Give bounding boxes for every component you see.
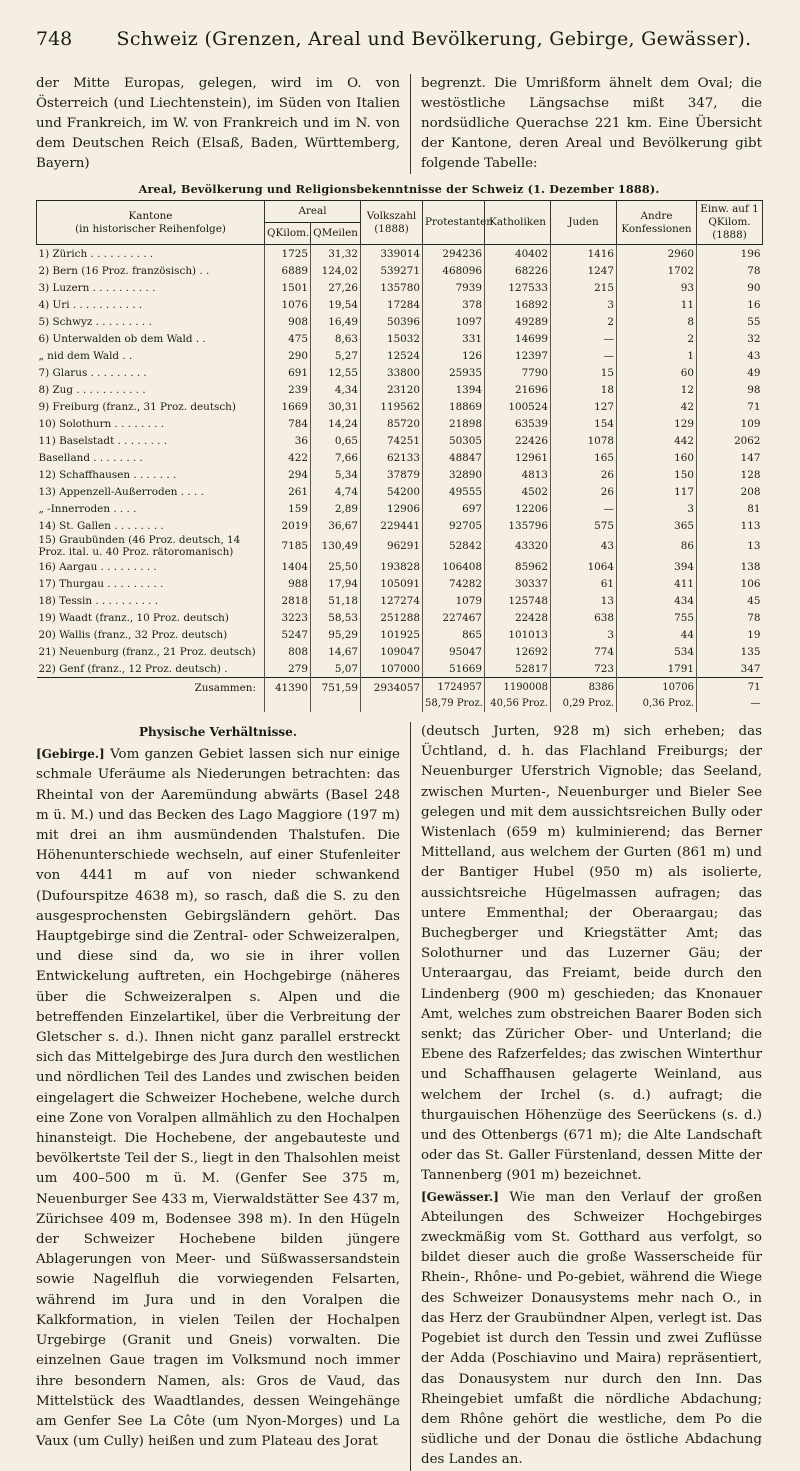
total-qkm: 41390 <box>265 678 311 713</box>
canton-name: 4) Uri . . . . . . . . . . . <box>38 298 143 311</box>
canton-name: „ -Innerroden . . . . <box>38 502 137 515</box>
areal-qkm: 1725 <box>265 245 311 263</box>
canton-name: 9) Freiburg (franz., 31 Proz. deutsch) <box>38 400 236 413</box>
canton-name: 19) Waadt (franz., 10 Proz. deutsch) <box>38 611 229 624</box>
areal-qkm: 1669 <box>265 398 311 415</box>
table-row <box>37 609 763 626</box>
gewaesser-lead: [Gewässer.] <box>421 1189 499 1204</box>
andere: 2 <box>617 330 697 347</box>
einwohner-dichte: 128 <box>697 466 763 483</box>
juden: — <box>551 500 617 517</box>
areal-qkm: 475 <box>265 330 311 347</box>
einwohner-dichte: 135 <box>697 643 763 660</box>
areal-qkm: 1501 <box>265 279 311 296</box>
table-row <box>37 534 763 558</box>
andere: 11 <box>617 296 697 313</box>
juden: 638 <box>551 609 617 626</box>
canton-name: 8) Zug . . . . . . . . . . . <box>38 383 146 396</box>
andere: 60 <box>617 364 697 381</box>
table-row <box>37 381 763 398</box>
katholiken: 7790 <box>485 364 551 381</box>
body-right-column <box>411 722 762 1471</box>
canton-name: „ nid dem Wald . . <box>38 349 133 362</box>
table-row <box>37 626 763 643</box>
table-body <box>37 245 763 678</box>
andere: 117 <box>617 483 697 500</box>
canton-name: 22) Genf (franz., 12 Proz. deutsch) . <box>38 662 228 675</box>
andere: 534 <box>617 643 697 660</box>
running-title: Schweiz (Grenzen, Areal und Bevölkerung, Gebirge, Gewässer). <box>116 28 752 50</box>
table-row <box>37 466 763 483</box>
gebirge-lead: [Gebirge.] <box>36 747 105 762</box>
volkszahl: 54200 <box>361 483 423 500</box>
areal-qkm: 5247 <box>265 626 311 643</box>
page-header <box>36 28 762 58</box>
canton-name: 12) Schaffhausen . . . . . . . <box>38 468 177 481</box>
protestanten: 1079 <box>423 592 485 609</box>
einwohner-dichte: 43 <box>697 347 763 364</box>
header-protestanten: Protestanten <box>423 201 485 245</box>
volkszahl: 96291 <box>361 534 423 558</box>
andere: 44 <box>617 626 697 643</box>
protestanten: 21898 <box>423 415 485 432</box>
areal-qkm: 159 <box>265 500 311 517</box>
table-row <box>37 279 763 296</box>
table-row <box>37 449 763 466</box>
areal-qmeilen: 51,18 <box>311 592 361 609</box>
volkszahl: 33800 <box>361 364 423 381</box>
table-row <box>37 296 763 313</box>
table-row <box>37 262 763 279</box>
areal-qmeilen: 124,02 <box>311 262 361 279</box>
areal-qmeilen: 5,27 <box>311 347 361 364</box>
andere: 434 <box>617 592 697 609</box>
areal-qkm: 988 <box>265 575 311 592</box>
canton-name: 15) Graubünden (46 Proz. deutsch, 14 Proz. ital. u. 40 Proz. rätoromanisch) <box>38 534 241 558</box>
volkszahl: 107000 <box>361 660 423 678</box>
protestanten: 1394 <box>423 381 485 398</box>
areal-qmeilen: 130,49 <box>311 534 361 558</box>
katholiken: 16892 <box>485 296 551 313</box>
areal-qmeilen: 4,74 <box>311 483 361 500</box>
canton-name: 1) Zürich . . . . . . . . . . <box>38 247 154 260</box>
katholiken: 125748 <box>485 592 551 609</box>
volkszahl: 12906 <box>361 500 423 517</box>
einwohner-dichte: 98 <box>697 381 763 398</box>
einwohner-dichte: 81 <box>697 500 763 517</box>
einwohner-dichte: 78 <box>697 262 763 279</box>
areal-qmeilen: 16,49 <box>311 313 361 330</box>
canton-name: 21) Neuenburg (franz., 21 Proz. deutsch) <box>38 645 256 658</box>
table-row <box>37 364 763 381</box>
volkszahl: 23120 <box>361 381 423 398</box>
canton-name: 13) Appenzell-Außerroden . . . . <box>38 485 204 498</box>
andere: 1791 <box>617 660 697 678</box>
juden: 26 <box>551 483 617 500</box>
total-qmeilen: 751,59 <box>311 678 361 713</box>
juden: 774 <box>551 643 617 660</box>
table-row <box>37 347 763 364</box>
landscapes-paragraph: (deutsch Jurten, 928 m) sich erheben; das Üchtland, d. h. das Flachland Freiburgs; der Neuenburger Uferstrich Vignoble; das Seeland, zwischen Murten-, Neuenburger und Bieler See gelegen und mit dem aussichtsreichen Bully oder Wistenlach (659 m) kulminierend; das Berner Mittelland, aus welchem der Gurten (861 m) und der Bantiger Hubel (950 m) als isolierte, aussichtsreiche Hügelmassen aufragen; das untere Emmenthal; der Oberaargau; das Buchegberger und Kriegstätter Amt; das Solothurner und das Luzerner Gäu; der Unteraargau, das Freiamt, beide durch den Lindenberg (900 m) geschieden; das Knonauer Amt, welches zum obstreichen Baarer Boden sich senkt; das Züricher Ober- und Unterland; die Ebene des Rafzerfeldes; das zwischen Winterthur und Schaffhausen gelagerte Weinland, aus welchem der Irchel (s. d.) aufragt; die thurgauischen Höhenzüge des Seerückens (s. d.) und des Ottenbergs (671 m); die Alte Landschaft oder das St. Galler Fürstenland, dessen Mitte der Tannenberg (901 m) bezeichnet. <box>421 724 762 1184</box>
volkszahl: 229441 <box>361 517 423 534</box>
areal-qkm: 1076 <box>265 296 311 313</box>
katholiken: 135796 <box>485 517 551 534</box>
volkszahl: 74251 <box>361 432 423 449</box>
gebirge-paragraph <box>36 744 400 1452</box>
canton-name: Baselland . . . . . . . . <box>38 451 143 464</box>
areal-qmeilen: 8,63 <box>311 330 361 347</box>
katholiken: 30337 <box>485 575 551 592</box>
volkszahl: 85720 <box>361 415 423 432</box>
intro-text <box>36 74 762 174</box>
volkszahl: 105091 <box>361 575 423 592</box>
andere: 160 <box>617 449 697 466</box>
gewaesser-text: Wie man den Verlauf der großen Abteilungen des Schweizer Hochgebirges zweckmäßig vom St. Gotthard aus verfolgt, so bildet dieser auch die große Wasserscheide für Rhein-, Rhône- und Po-gebiet, während die Wiege des Schweizer Donausystems mehr nach O., in das Herz der Graubündner Alpen, verlegt ist. Das Pogebiet ist durch den Tessin und zwei Zuflüsse der Adda (Poschiavino und Maira) repräsentiert, das Donausystem nur durch den Inn. Das Rheingebiet umfaßt die nördliche Abdachung; dem Rhône gehört die westliche, dem Po die südliche und der Donau die östliche Abdachung des Landes an. <box>421 1189 762 1468</box>
canton-name: 10) Solothurn . . . . . . . . <box>38 417 165 430</box>
katholiken: 21696 <box>485 381 551 398</box>
table-row <box>37 592 763 609</box>
total-katholiken: 1190008 40,56 Proz. <box>485 678 551 713</box>
einwohner-dichte: 347 <box>697 660 763 678</box>
andere: 1 <box>617 347 697 364</box>
katholiken: 4502 <box>485 483 551 500</box>
canton-name: 16) Aargau . . . . . . . . . <box>38 560 157 573</box>
juden: 26 <box>551 466 617 483</box>
katholiken: 22428 <box>485 609 551 626</box>
header-andere: Andre Konfessionen <box>617 201 697 245</box>
canton-name: 5) Schwyz . . . . . . . . . <box>38 315 152 328</box>
einwohner-dichte: 71 <box>697 398 763 415</box>
areal-qmeilen: 25,50 <box>311 558 361 575</box>
andere: 42 <box>617 398 697 415</box>
areal-qkm: 294 <box>265 466 311 483</box>
einwohner-dichte: 113 <box>697 517 763 534</box>
areal-qmeilen: 5,07 <box>311 660 361 678</box>
katholiken: 52817 <box>485 660 551 678</box>
protestanten: 48847 <box>423 449 485 466</box>
andere: 129 <box>617 415 697 432</box>
einwohner-dichte: 45 <box>697 592 763 609</box>
areal-qkm: 239 <box>265 381 311 398</box>
areal-qkm: 784 <box>265 415 311 432</box>
areal-qmeilen: 31,32 <box>311 245 361 263</box>
areal-qmeilen: 7,66 <box>311 449 361 466</box>
table-row <box>37 330 763 347</box>
body-left-column <box>36 722 411 1471</box>
volkszahl: 50396 <box>361 313 423 330</box>
gewaesser-paragraph <box>421 1187 762 1471</box>
table-row <box>37 643 763 660</box>
juden: 1416 <box>551 245 617 263</box>
andere: 411 <box>617 575 697 592</box>
areal-qmeilen: 2,89 <box>311 500 361 517</box>
einwohner-dichte: 55 <box>697 313 763 330</box>
table-row <box>37 500 763 517</box>
canton-name: 17) Thurgau . . . . . . . . . <box>38 577 164 590</box>
juden: — <box>551 330 617 347</box>
canton-name: 3) Luzern . . . . . . . . . . <box>38 281 156 294</box>
header-areal: Areal <box>265 201 361 223</box>
andere: 1702 <box>617 262 697 279</box>
einwohner-dichte: 147 <box>697 449 763 466</box>
table-row <box>37 432 763 449</box>
areal-qkm: 290 <box>265 347 311 364</box>
table-row <box>37 313 763 330</box>
areal-qmeilen: 30,31 <box>311 398 361 415</box>
table-caption: Areal, Bevölkerung und Religionsbekenntnisse der Schweiz (1. Dezember 1888). <box>138 182 660 196</box>
table-row <box>37 558 763 575</box>
juden: 3 <box>551 296 617 313</box>
juden: 61 <box>551 575 617 592</box>
volkszahl: 37879 <box>361 466 423 483</box>
areal-qkm: 36 <box>265 432 311 449</box>
protestanten: 865 <box>423 626 485 643</box>
andere: 150 <box>617 466 697 483</box>
table-row <box>37 415 763 432</box>
katholiken: 68226 <box>485 262 551 279</box>
protestanten: 95047 <box>423 643 485 660</box>
volkszahl: 119562 <box>361 398 423 415</box>
juden: 165 <box>551 449 617 466</box>
katholiken: 43320 <box>485 534 551 558</box>
protestanten: 331 <box>423 330 485 347</box>
einwohner-dichte: 109 <box>697 415 763 432</box>
volkszahl: 12524 <box>361 347 423 364</box>
canton-statistics-table <box>36 200 763 712</box>
protestanten: 51669 <box>423 660 485 678</box>
juden: 18 <box>551 381 617 398</box>
juden: 3 <box>551 626 617 643</box>
areal-qmeilen: 36,67 <box>311 517 361 534</box>
table-total-row <box>37 678 763 713</box>
volkszahl: 539271 <box>361 262 423 279</box>
protestanten: 697 <box>423 500 485 517</box>
header-katholiken: Katholiken <box>485 201 551 245</box>
canton-name: 6) Unterwalden ob dem Wald . . <box>38 332 206 345</box>
areal-qkm: 3223 <box>265 609 311 626</box>
areal-qmeilen: 19,54 <box>311 296 361 313</box>
volkszahl: 17284 <box>361 296 423 313</box>
areal-qmeilen: 14,24 <box>311 415 361 432</box>
header-qmeilen: QMeilen <box>311 223 361 245</box>
protestanten: 49555 <box>423 483 485 500</box>
einwohner-dichte: 2062 <box>697 432 763 449</box>
total-volkszahl: 2934057 <box>361 678 423 713</box>
juden: — <box>551 347 617 364</box>
canton-name: 2) Bern (16 Proz. französisch) . . <box>38 264 210 277</box>
total-juden: 8386 0,29 Proz. <box>551 678 617 713</box>
areal-qkm: 7185 <box>265 534 311 558</box>
katholiken: 12206 <box>485 500 551 517</box>
katholiken: 12961 <box>485 449 551 466</box>
canton-name: 20) Wallis (franz., 32 Proz. deutsch) <box>38 628 228 641</box>
einwohner-dichte: 16 <box>697 296 763 313</box>
areal-qmeilen: 0,65 <box>311 432 361 449</box>
areal-qmeilen: 5,34 <box>311 466 361 483</box>
areal-qkm: 279 <box>265 660 311 678</box>
protestanten: 74282 <box>423 575 485 592</box>
header-einwohner-dichte: Einw. auf 1 QKilom. (1888) <box>697 201 763 245</box>
table-row <box>37 483 763 500</box>
header-qkm: QKilom. <box>265 223 311 245</box>
canton-name: 18) Tessin . . . . . . . . . . <box>38 594 159 607</box>
total-label: Zusammen: <box>37 678 265 713</box>
volkszahl: 109047 <box>361 643 423 660</box>
table-row <box>37 660 763 678</box>
areal-qkm: 2019 <box>265 517 311 534</box>
andere: 12 <box>617 381 697 398</box>
total-protestanten: 1724957 58,79 Proz. <box>423 678 485 713</box>
volkszahl: 193828 <box>361 558 423 575</box>
andere: 755 <box>617 609 697 626</box>
areal-qkm: 2818 <box>265 592 311 609</box>
protestanten: 52842 <box>423 534 485 558</box>
intro-left-column: der Mitte Europas, gelegen, wird im O. von Österreich (und Liechtenstein), im Süden von Italien und Frankreich, im W. von Frankreich und im N. von dem Deutschen Reich (Elsaß, Baden, Württemberg, Bayern) <box>36 74 411 174</box>
einwohner-dichte: 13 <box>697 534 763 558</box>
andere: 93 <box>617 279 697 296</box>
table-row <box>37 398 763 415</box>
areal-qmeilen: 12,55 <box>311 364 361 381</box>
article-body <box>36 722 762 1471</box>
katholiken: 49289 <box>485 313 551 330</box>
einwohner-dichte: 19 <box>697 626 763 643</box>
gebirge-text: Vom ganzen Gebiet lassen sich nur einige schmale Uferäume als Niederungen betrachten: das Rheintal von der Aaremündung abwärts (Basel 248 m ü. M.) und das Becken des Lago Maggiore (197 m) mit drei an ihm ausmündenden Thalstufen. Die Höhenunterschiede wechseln, auf einer Stufenleiter von 4441 m auf von nieder schwankend (Dufourspitze 4638 m), so rasch, daß die S. zu den ausgesprochensten Gebirgsländern gehört. Das Hauptgebirge sind die Zentral- oder Schweizeralpen, und diese sind da, wo sie in ihrer vollen Entwickelung auftreten, ein Hochgebirge (näheres über die Schweizeralpen s. Alpen und die betreffenden Einzelartikel, über die Verbreitung der Gletscher s. d.). Ihnen nicht ganz parallel erstreckt sich das Mittelgebirge des Jura durch den westlichen und nördlichen Teil des Landes und zwischen beiden eingelagert die Schweizer Hochebene, welche durch eine Zone von Voralpen allmählich zu den Hochalpen hinansteigt. Die Hochebene, der angebauteste und bevölkertste Teil der S., liegt in den Thalsohlen meist um 400–500 m ü. M. (Genfer See 375 m, Neuenburger See 433 m, Vierwaldstätter See 437 m, Zürichsee 409 m, Bodensee 398 m). In den Hügeln der Schweizer Hochebene bilden jüngere Ablagerungen von Meer- und Süßwassersandstein sowie Nagelfluh die vorwiegenden Felsarten, während im Jura und in den Voralpen die Kalkformation, in vielen Teilen der Hochalpen Urgebirge (Granit und Gneis) vorwalten. Die einzelnen Gaue tragen im Volksmund noch immer ihre besondern Namen, als: Gros de Vaud, das Mittelstück des Waadtlandes, dessen Weingehänge am Genfer See La Côte (um Nyon-Morges) und La Vaux (um Cully) heißen und zum Plateau des Jorat <box>36 747 400 1450</box>
einwohner-dichte: 138 <box>697 558 763 575</box>
andere: 8 <box>617 313 697 330</box>
page-number: 748 <box>36 28 73 50</box>
header-kantone: Kantone (in historischer Reihenfolge) <box>37 201 265 245</box>
volkszahl: 127274 <box>361 592 423 609</box>
areal-qkm: 6889 <box>265 262 311 279</box>
einwohner-dichte: 90 <box>697 279 763 296</box>
canton-name: 7) Glarus . . . . . . . . . <box>38 366 147 379</box>
juden: 154 <box>551 415 617 432</box>
areal-qkm: 1404 <box>265 558 311 575</box>
protestanten: 7939 <box>423 279 485 296</box>
juden: 13 <box>551 592 617 609</box>
protestanten: 106408 <box>423 558 485 575</box>
protestanten: 25935 <box>423 364 485 381</box>
areal-qkm: 808 <box>265 643 311 660</box>
header-volkszahl: Volkszahl (1888) <box>361 201 423 245</box>
juden: 127 <box>551 398 617 415</box>
katholiken: 40402 <box>485 245 551 263</box>
juden: 2 <box>551 313 617 330</box>
juden: 1064 <box>551 558 617 575</box>
areal-qmeilen: 95,29 <box>311 626 361 643</box>
andere: 86 <box>617 534 697 558</box>
juden: 723 <box>551 660 617 678</box>
areal-qmeilen: 27,26 <box>311 279 361 296</box>
katholiken: 100524 <box>485 398 551 415</box>
protestanten: 92705 <box>423 517 485 534</box>
protestanten: 32890 <box>423 466 485 483</box>
einwohner-dichte: 196 <box>697 245 763 263</box>
einwohner-dichte: 78 <box>697 609 763 626</box>
katholiken: 12692 <box>485 643 551 660</box>
juden: 15 <box>551 364 617 381</box>
protestanten: 468096 <box>423 262 485 279</box>
canton-name: 14) St. Gallen . . . . . . . . <box>38 519 164 532</box>
andere: 2960 <box>617 245 697 263</box>
katholiken: 22426 <box>485 432 551 449</box>
katholiken: 127533 <box>485 279 551 296</box>
total-einwohner: 71 — <box>697 678 763 713</box>
areal-qkm: 422 <box>265 449 311 466</box>
protestanten: 50305 <box>423 432 485 449</box>
areal-qmeilen: 17,94 <box>311 575 361 592</box>
andere: 365 <box>617 517 697 534</box>
katholiken: 101013 <box>485 626 551 643</box>
total-andere: 10706 0,36 Proz. <box>617 678 697 713</box>
einwohner-dichte: 49 <box>697 364 763 381</box>
protestanten: 1097 <box>423 313 485 330</box>
juden: 575 <box>551 517 617 534</box>
volkszahl: 251288 <box>361 609 423 626</box>
protestanten: 378 <box>423 296 485 313</box>
volkszahl: 135780 <box>361 279 423 296</box>
volkszahl: 62133 <box>361 449 423 466</box>
juden: 1247 <box>551 262 617 279</box>
katholiken: 4813 <box>485 466 551 483</box>
juden: 215 <box>551 279 617 296</box>
volkszahl: 15032 <box>361 330 423 347</box>
katholiken: 12397 <box>485 347 551 364</box>
areal-qkm: 691 <box>265 364 311 381</box>
volkszahl: 339014 <box>361 245 423 263</box>
areal-qmeilen: 14,67 <box>311 643 361 660</box>
section-heading: Physische Verhältnisse. <box>138 725 297 739</box>
intro-right-column: begrenzt. Die Umrißform ähnelt dem Oval; die westöstliche Längsachse mißt 347, die nordsüdliche Querachse 221 km. Eine Übersicht der Kantone, deren Areal und Bevölkerung gibt folgende Tabelle: <box>421 76 762 171</box>
katholiken: 85962 <box>485 558 551 575</box>
andere: 3 <box>617 500 697 517</box>
einwohner-dichte: 208 <box>697 483 763 500</box>
table-row <box>37 517 763 534</box>
canton-name: 11) Baselstadt . . . . . . . . <box>38 434 168 447</box>
juden: 43 <box>551 534 617 558</box>
katholiken: 63539 <box>485 415 551 432</box>
protestanten: 126 <box>423 347 485 364</box>
andere: 442 <box>617 432 697 449</box>
areal-qmeilen: 4,34 <box>311 381 361 398</box>
einwohner-dichte: 32 <box>697 330 763 347</box>
areal-qkm: 261 <box>265 483 311 500</box>
katholiken: 14699 <box>485 330 551 347</box>
andere: 394 <box>617 558 697 575</box>
table-row <box>37 245 763 263</box>
protestanten: 18869 <box>423 398 485 415</box>
juden: 1078 <box>551 432 617 449</box>
protestanten: 227467 <box>423 609 485 626</box>
einwohner-dichte: 106 <box>697 575 763 592</box>
volkszahl: 101925 <box>361 626 423 643</box>
protestanten: 294236 <box>423 245 485 263</box>
areal-qkm: 908 <box>265 313 311 330</box>
table-row <box>37 575 763 592</box>
header-juden: Juden <box>551 201 617 245</box>
areal-qmeilen: 58,53 <box>311 609 361 626</box>
